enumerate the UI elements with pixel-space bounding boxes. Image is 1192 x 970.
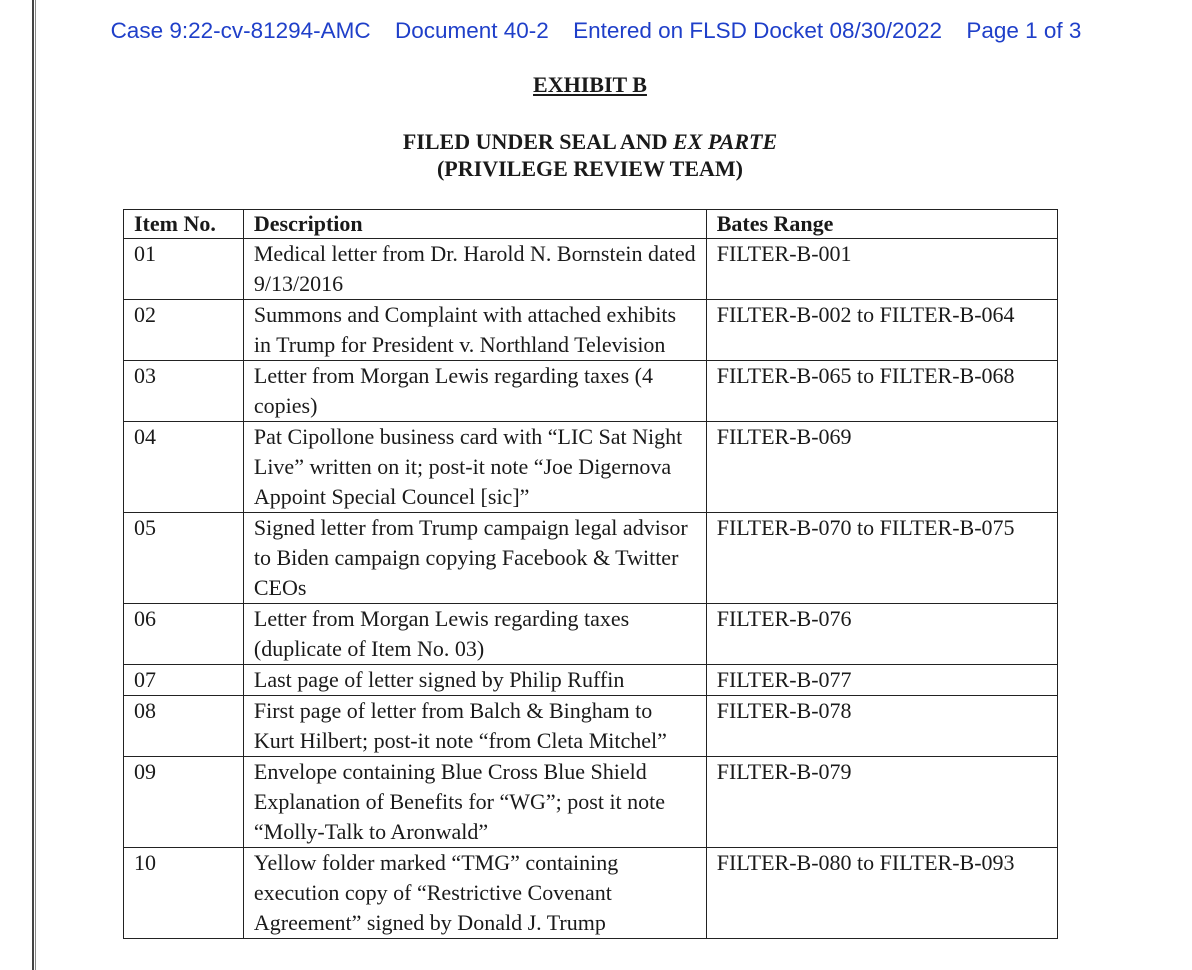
bates-range: FILTER-B-077: [706, 665, 1057, 696]
description: Last page of letter signed by Philip Ruffin: [243, 665, 706, 696]
item-no: 08: [124, 696, 244, 757]
item-no: 02: [124, 300, 244, 361]
exhibit-title: EXHIBIT B: [533, 72, 647, 97]
table-row: [124, 604, 1058, 665]
docket-header: [0, 18, 1192, 44]
header-description: Description: [243, 210, 706, 239]
case-number: Case 9:22-cv-81294-AMC: [110, 18, 371, 43]
table-row: [124, 513, 1058, 604]
review-team-line: (PRIVILEGE REVIEW TEAM): [436, 156, 743, 181]
table-row: [124, 848, 1058, 939]
header-bates-range: Bates Range: [706, 210, 1057, 239]
ex-parte-text: EX PARTE: [673, 129, 778, 154]
item-no: 06: [124, 604, 244, 665]
description: Envelope containing Blue Cross Blue Shield Explanation of Benefits for “WG”; post it note “Molly-Talk to Aronwald”: [243, 757, 706, 848]
bates-range: FILTER-B-080 to FILTER-B-093: [706, 848, 1057, 939]
filing-notice: [0, 128, 1180, 182]
bates-range: FILTER-B-065 to FILTER-B-068: [706, 361, 1057, 422]
bates-range: FILTER-B-070 to FILTER-B-075: [706, 513, 1057, 604]
bates-range: FILTER-B-078: [706, 696, 1057, 757]
item-no: 05: [124, 513, 244, 604]
docket-entry: Entered on FLSD Docket 08/30/2022: [573, 18, 943, 43]
bates-range: FILTER-B-076: [706, 604, 1057, 665]
bates-range: FILTER-B-079: [706, 757, 1057, 848]
table-header-row: [124, 210, 1058, 239]
table-row: [124, 300, 1058, 361]
seal-text: FILED UNDER SEAL AND: [402, 129, 674, 154]
description: Letter from Morgan Lewis regarding taxes (duplicate of Item No. 03): [243, 604, 706, 665]
bates-range: FILTER-B-069: [706, 422, 1057, 513]
description: First page of letter from Balch & Bingham to Kurt Hilbert; post-it note “from Cleta Mitchel”: [243, 696, 706, 757]
item-no: 01: [124, 239, 244, 300]
table-row: [124, 239, 1058, 300]
bates-range: FILTER-B-001: [706, 239, 1057, 300]
description: Summons and Complaint with attached exhibits in Trump for President v. Northland Television: [243, 300, 706, 361]
privilege-log-table: [123, 209, 1058, 939]
item-no: 10: [124, 848, 244, 939]
description: Signed letter from Trump campaign legal advisor to Biden campaign copying Facebook & Twitter CEOs: [243, 513, 706, 604]
seal-line: [0, 128, 1180, 155]
table-row: [124, 361, 1058, 422]
bates-range: FILTER-B-002 to FILTER-B-064: [706, 300, 1057, 361]
item-no: 04: [124, 422, 244, 513]
description: Yellow folder marked “TMG” containing execution copy of “Restrictive Covenant Agreement” signed by Donald J. Trump: [243, 848, 706, 939]
description: Medical letter from Dr. Harold N. Bornstein dated 9/13/2016: [243, 239, 706, 300]
table-row: [124, 757, 1058, 848]
page-number: Page 1 of 3: [966, 18, 1082, 43]
table-row: [124, 665, 1058, 696]
item-no: 07: [124, 665, 244, 696]
description: Letter from Morgan Lewis regarding taxes (4 copies): [243, 361, 706, 422]
item-no: 03: [124, 361, 244, 422]
description: Pat Cipollone business card with “LIC Sat Night Live” written on it; post-it note “Joe Digernova Appoint Special Councel [sic]”: [243, 422, 706, 513]
header-item-no: Item No.: [124, 210, 244, 239]
table-row: [124, 696, 1058, 757]
table-row: [124, 422, 1058, 513]
document-number: Document 40-2: [394, 18, 549, 43]
item-no: 09: [124, 757, 244, 848]
